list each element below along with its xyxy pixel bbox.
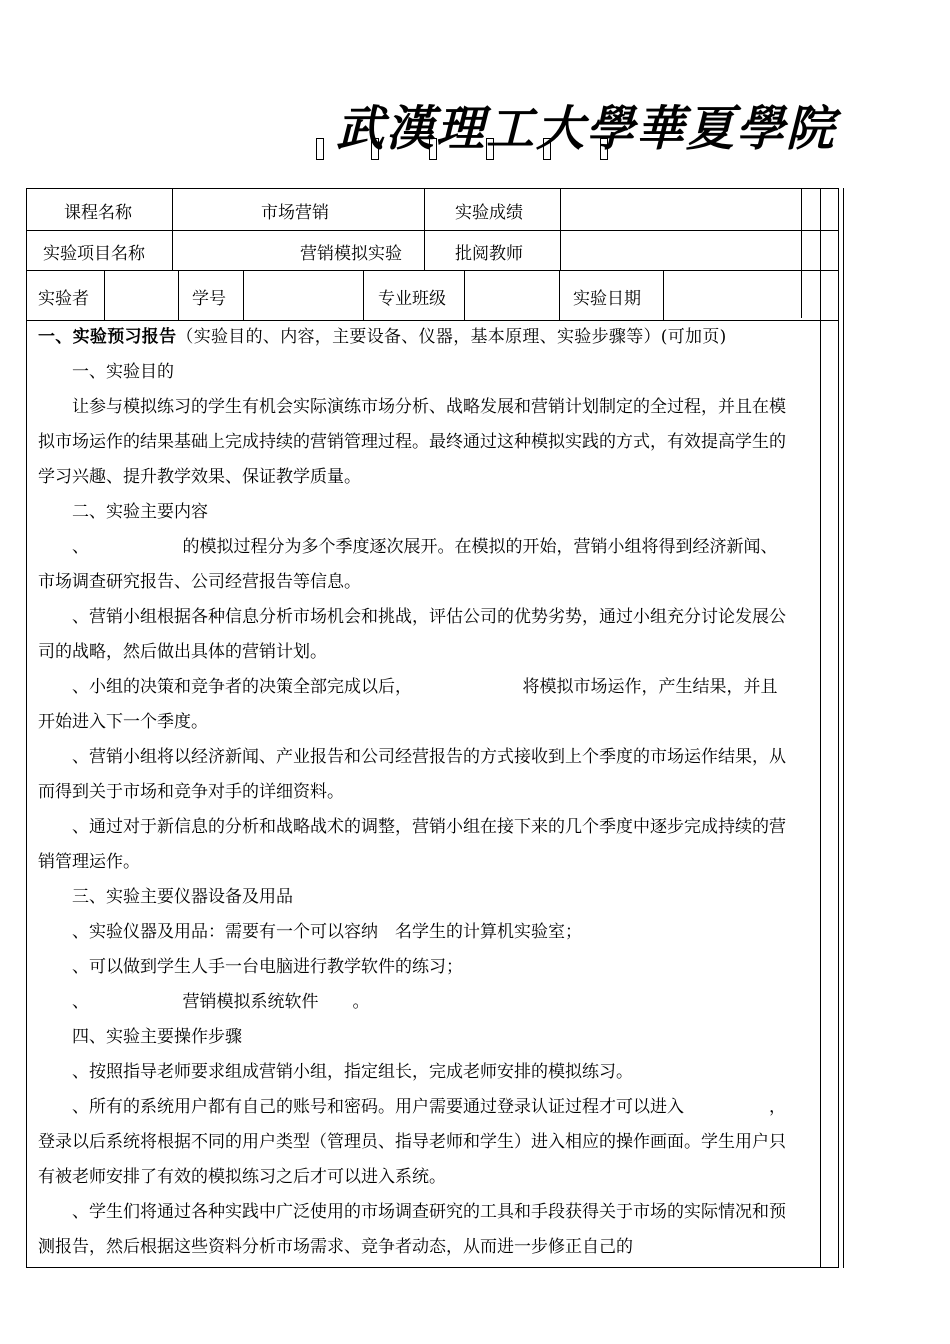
date-label: 实验日期 <box>573 289 641 309</box>
divider <box>424 188 425 270</box>
divider <box>104 270 105 320</box>
divider <box>801 188 802 318</box>
report-heading <box>38 320 794 355</box>
paragraph: 、通过对于新信息的分析和战略战术的调整，营销小组在接下来的几个季度中逐步完成持续的营销管理运作。 <box>38 817 786 872</box>
paragraph: 、实验仪器及用品：需要有一个可以容纳 名学生的计算机实验室； <box>72 922 582 942</box>
divider <box>464 270 465 320</box>
divider <box>363 270 364 320</box>
glyph-box <box>371 138 379 160</box>
course-name-value: 市场营销 <box>261 203 329 223</box>
divider <box>820 188 821 1268</box>
divider <box>843 188 844 1268</box>
divider <box>172 188 173 270</box>
paragraph: 、 的模拟过程分为多个季度逐次展开。在模拟的开始，营销小组将得到经济新闻、市场调查研究报告、公司经营报告等信息。 <box>38 537 778 592</box>
divider <box>559 270 560 320</box>
glyph-box <box>429 138 437 160</box>
divider <box>178 270 179 320</box>
major-class-label: 专业班级 <box>378 289 446 309</box>
paragraph: 、按照指导老师要求组成营销小组，指定组长，完成老师安排的模拟练习。 <box>72 1062 633 1082</box>
glyph-box <box>316 138 324 160</box>
divider <box>560 188 561 270</box>
project-name-label: 实验项目名称 <box>43 244 145 264</box>
divider <box>26 270 839 271</box>
divider <box>26 230 839 231</box>
paragraph: 、营销小组根据各种信息分析市场机会和挑战，评估公司的优势劣势，通过小组充分讨论发展公司的战略，然后做出具体的营销计划。 <box>38 607 786 662</box>
section-heading: 四、实验主要操作步骤 <box>72 1027 242 1047</box>
glyph-box <box>486 138 494 160</box>
divider <box>243 270 244 320</box>
report-content <box>38 320 794 1265</box>
paragraph: 、 营销模拟系统软件 。 <box>72 992 370 1012</box>
divider <box>663 270 664 320</box>
school-logo: 武漢理工大學華夏學院 <box>336 101 837 157</box>
experimenter-label: 实验者 <box>38 289 89 309</box>
section-heading: 一、实验目的 <box>72 362 174 382</box>
reviewer-label: 批阅教师 <box>455 244 523 264</box>
paragraph: 、小组的决策和竞争者的决策全部完成以后， 将模拟市场运作，产生结果，并且开始进入下一个季度。 <box>38 677 778 732</box>
report-title-note: （实验目的、内容，主要设备、仪器，基本原理、实验步骤等）(可加页) <box>176 327 727 347</box>
course-name-label: 课程名称 <box>64 203 132 223</box>
placeholder-glyph-boxes <box>316 138 616 162</box>
student-id-label: 学号 <box>192 289 226 309</box>
paragraph: 让参与模拟练习的学生有机会实际演练市场分析、战略发展和营销计划制定的全过程，并且在模拟市场运作的结果基础上完成持续的营销管理过程。最终通过这种模拟实践的方式，有效提高学生的学习兴趣、提升教学效果、保证教学质量。 <box>38 397 786 487</box>
section-heading: 二、实验主要内容 <box>72 502 208 522</box>
paragraph: 、可以做到学生人手一台电脑进行教学软件的练习； <box>72 957 463 977</box>
project-name-value: 营销模拟实验 <box>300 244 402 264</box>
paragraph: 、学生们将通过各种实践中广泛使用的市场调查研究的工具和手段获得关于市场的实际情况和预测报告，然后根据这些资料分析市场需求、竞争者动态，从而进一步修正自己的 <box>38 1202 786 1257</box>
glyph-box <box>600 138 608 160</box>
report-title: 一、实验预习报告 <box>38 327 177 347</box>
paragraph: 、所有的系统用户都有自己的账号和密码。用户需要通过登录认证过程才可以进入 ，登录以后系统将根据不同的用户类型（管理员、指导老师和学生）进入相应的操作画面。学生用户只有被老师安排了有效的模拟练习之后才可以进入系统。 <box>38 1097 786 1187</box>
paragraph: 、营销小组将以经济新闻、产业报告和公司经营报告的方式接收到上个季度的市场运作结果，从而得到关于市场和竞争对手的详细资料。 <box>38 747 786 802</box>
glyph-box <box>543 138 551 160</box>
score-label: 实验成绩 <box>455 203 523 223</box>
section-heading: 三、实验主要仪器设备及用品 <box>72 887 293 907</box>
